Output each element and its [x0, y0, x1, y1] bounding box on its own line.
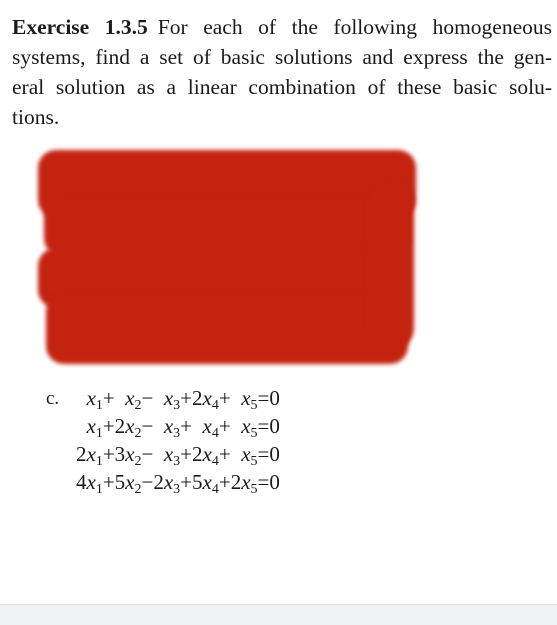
subscript: 1 — [95, 454, 103, 469]
term-x3 — [153, 440, 180, 468]
redaction-stroke-4 — [46, 294, 408, 364]
operator: + — [180, 442, 193, 466]
variable: x — [125, 386, 135, 410]
term-x1 — [76, 384, 103, 412]
subscript: 2 — [134, 398, 142, 413]
subscript: 2 — [134, 454, 142, 469]
coefficient: 4 — [76, 470, 87, 494]
subscript: 1 — [95, 482, 103, 497]
exercise-title: Exercise 1.3.5 — [12, 15, 148, 39]
variable: x — [241, 414, 251, 438]
term-x4 — [192, 440, 219, 468]
coefficient: 5 — [192, 470, 203, 494]
variable: x — [241, 386, 251, 410]
operator: + — [102, 470, 115, 494]
equation-row — [76, 412, 280, 440]
subscript: 1 — [95, 398, 103, 413]
operator: + — [218, 470, 231, 494]
operator: + — [218, 442, 231, 466]
variable: x — [86, 470, 96, 494]
term-x5 — [231, 468, 258, 496]
variable: x — [163, 442, 174, 466]
operator: − — [141, 414, 154, 438]
operator: + — [218, 414, 231, 438]
redaction-scribble — [38, 150, 416, 368]
right-hand-side: 0 — [269, 414, 280, 438]
right-hand-side: 0 — [269, 442, 280, 466]
subscript: 5 — [250, 398, 258, 413]
right-hand-side: 0 — [269, 470, 280, 494]
equation-system — [76, 384, 280, 496]
coefficient: 3 — [114, 442, 126, 466]
variable: x — [163, 414, 174, 438]
equals-sign: = — [257, 470, 270, 494]
term-x2 — [115, 384, 142, 412]
operator: + — [218, 386, 231, 410]
subscript: 4 — [211, 454, 219, 469]
subscript: 5 — [250, 454, 258, 469]
operator: + — [102, 386, 115, 410]
variable: x — [202, 386, 212, 410]
term-x4 — [192, 384, 219, 412]
term-x2 — [115, 440, 142, 468]
variable: x — [86, 386, 96, 410]
variable: x — [125, 442, 135, 466]
term-x1 — [76, 412, 103, 440]
subscript: 3 — [173, 398, 181, 413]
operator: + — [180, 470, 193, 494]
operator: − — [141, 470, 154, 494]
exercise-line-1 — [12, 12, 552, 42]
subscript: 4 — [211, 426, 219, 441]
term-x4 — [192, 468, 219, 496]
coefficient: 2 — [192, 442, 203, 466]
subscript: 4 — [211, 482, 219, 497]
variable: x — [163, 470, 174, 494]
subscript: 2 — [134, 482, 142, 497]
term-x1 — [76, 468, 103, 496]
equation-row — [76, 384, 280, 412]
footer-bar — [0, 604, 557, 625]
exercise-statement — [12, 12, 552, 132]
subscript: 3 — [173, 454, 181, 469]
term-x5 — [231, 384, 258, 412]
variable: x — [241, 442, 251, 466]
term-x3 — [153, 468, 180, 496]
exercise-line-3: eral solution as a linear combination of these basic solu- — [12, 75, 552, 99]
subscript: 3 — [173, 426, 181, 441]
exercise-text-1: For each of the following homogeneous — [157, 15, 553, 39]
coefficient: 2 — [76, 442, 87, 466]
subscript: 1 — [95, 426, 103, 441]
term-x5 — [231, 440, 258, 468]
term-x1 — [76, 440, 103, 468]
equals-sign: = — [257, 386, 270, 410]
coefficient: 2 — [192, 386, 203, 410]
operator: + — [180, 386, 193, 410]
equals-sign: = — [257, 442, 270, 466]
term-x3 — [153, 412, 180, 440]
coefficient: 2 — [153, 470, 164, 494]
operator: + — [102, 442, 115, 466]
equation-row — [76, 468, 280, 496]
variable: x — [163, 386, 174, 410]
term-x5 — [231, 412, 258, 440]
operator: + — [102, 414, 115, 438]
term-x2 — [115, 412, 142, 440]
right-hand-side: 0 — [269, 386, 280, 410]
variable: x — [86, 442, 96, 466]
variable: x — [125, 470, 135, 494]
subscript: 4 — [211, 398, 219, 413]
term-x2 — [115, 468, 142, 496]
exercise-line-4: tions. — [12, 105, 60, 129]
operator: + — [180, 414, 193, 438]
variable: x — [202, 414, 212, 438]
equals-sign: = — [257, 414, 270, 438]
variable: x — [241, 470, 251, 494]
term-x3 — [153, 384, 180, 412]
operator: − — [141, 386, 154, 410]
term-x4 — [192, 412, 219, 440]
coefficient: 2 — [230, 470, 242, 494]
coefficient: 5 — [114, 470, 126, 494]
variable: x — [202, 470, 212, 494]
variable: x — [86, 414, 96, 438]
variable: x — [202, 442, 212, 466]
variable: x — [125, 414, 135, 438]
coefficient: 2 — [114, 414, 126, 438]
redaction-stroke-5 — [368, 180, 414, 350]
subscript: 5 — [250, 482, 258, 497]
subscript: 3 — [173, 482, 181, 497]
exercise-line-2: systems, find a set of basic solutions and express the gen- — [12, 45, 552, 69]
part-c-label: c. — [46, 388, 60, 409]
subscript: 5 — [250, 426, 258, 441]
subscript: 2 — [134, 426, 142, 441]
equation-row — [76, 440, 280, 468]
operator: − — [141, 442, 154, 466]
